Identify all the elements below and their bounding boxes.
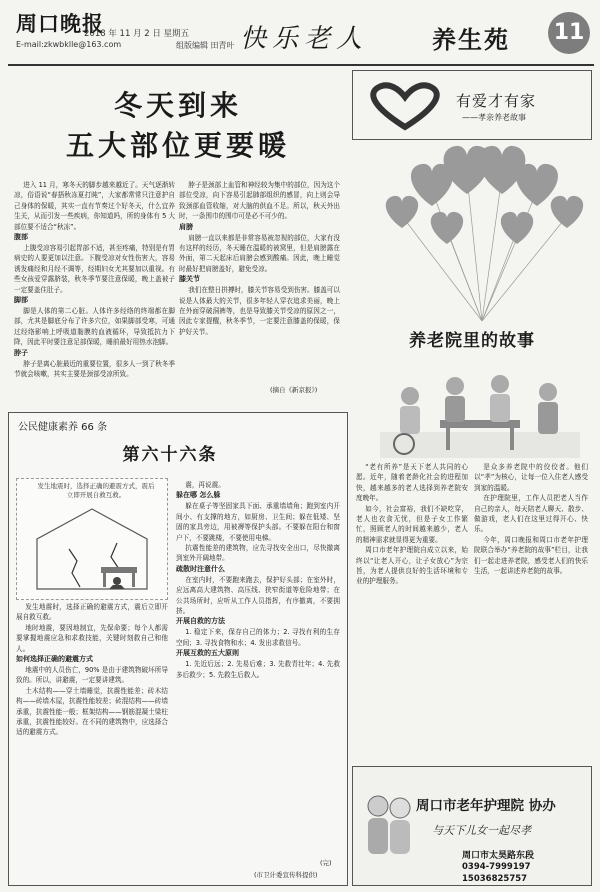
subheading: 疏散时注意什么 xyxy=(176,564,225,573)
subheading: 肩膀 xyxy=(179,222,193,231)
ad-address: 周口市太昊路东段 xyxy=(462,851,535,861)
paragraph: 是众多养老院中的佼佼者。他们以“孝”为核心，让每一位入住老人感受到家的温暖。 xyxy=(474,463,588,492)
health-column-left xyxy=(16,602,168,862)
heart-icon xyxy=(363,81,447,131)
story-column-left xyxy=(356,462,468,762)
paragraph: 震，再说震。 xyxy=(185,481,225,489)
end-mark: (完) xyxy=(320,859,332,867)
paragraph: 上腹受凉容易引起胃部不适，甚至疼痛，特别是有胃病史的人要更加以注意。下腹受凉对女性伤害大，容易诱发痛经和月经不调等，经期妇女尤其要加以重视。有些女孩爱穿露脐装，秋冬季节要注意保暖，晚上盖被子一定要盖住肚子。 xyxy=(14,244,175,294)
email-address: E-mail:zkwbklle@163.com xyxy=(16,40,122,49)
paragraph: 1. 稳定下来，保存自己的体力；2. 寻找有利的生存空间；3. 寻找食物和水；4. 发出求救信号。 xyxy=(176,628,340,647)
paragraph: 抗震性能差的建筑物，应先寻找安全出口，尽快撤离到室外开阔地带。 xyxy=(176,544,340,563)
paragraph: 我们在整日拼搏时，膝关节容易受到伤害。膝盖可以说是人体最大的关节，很多年轻人穿衣追求美丽，晚上在外面穿破洞裤等，也是导致膝关节受凉的原因之一，因此专家提醒，秋冬季节，一定要注意膝盖的保暖，保护好关节。 xyxy=(179,286,340,336)
headline xyxy=(8,70,348,172)
newspaper-name: 周口晚报 xyxy=(16,11,104,36)
paragraph: 脖子是颈部上血管和神经较为集中的部位，因为这个部位受凉，向下容易引起肺部组织的感冒，向上则会导致颈部血管收缩，对大脑的供血不足。所以，秋天外出时，一条围巾的围巾可是必不可少的。 xyxy=(179,181,340,221)
section-name: 养生苑 xyxy=(432,25,510,54)
subheading: 脖子 xyxy=(14,348,28,357)
paragraph: 肩膀一直以来都是非常容易被忽视的部位，大家有没有这样的经历，冬天睡在温暖的被窝里，但是肩膀露在外面，第二天起床后肩膀会感到酸痛。因此，晚上睡觉时最好把肩膀盖好，避免受凉。 xyxy=(179,233,340,273)
article-source: (摘自《新京报》) xyxy=(270,386,318,394)
column-title: 第六十六条 xyxy=(122,445,218,465)
paragraph: 在护理院里，工作人员把老人当作自己的亲人，每天陪老人聊天、散步、做游戏，老人们在这里过得开心、快乐。 xyxy=(474,494,588,534)
headline-line-2: 五大部位更要暖 xyxy=(65,129,290,162)
paragraph: 地时地震，要因地制宜，先保命要；每个人都需要掌握地震应急和求救技能，关键时刻救自己和他人。 xyxy=(16,623,168,653)
paragraph: 地震中的人员伤亡，90% 是由于建筑物破坏所导致的。所以，讲避震，一定要讲建筑。 xyxy=(16,666,168,685)
paragraph: 进入 11 月，寒冬天的脚步越来越近了。天气逐渐转凉，俗语说“春捂秋冻夏打盹”，大家都常常只注意护自己身体的保暖，其实一直有节奏过个好冬天，什么宜养生关，从而引发一些疾病，你知道吗，所的身体有 5 大部位要不适合“秋冻”。 xyxy=(14,181,175,231)
feature-subtitle: ——孝亲养老故事 xyxy=(462,113,526,122)
heart-balloons-illustration xyxy=(372,136,592,326)
paragraph: 如今，社会富裕，我们不缺吃穿，老人也衣食无忧，但是子女工作繁忙，照顾老人的时间越来越少，老人的精神需求就显得更为重要。 xyxy=(356,504,468,544)
illustration-caption: 发生地震时，选择正确的避震方式，震后立即开展自救互救。 xyxy=(37,482,155,499)
dateline: 2018 年 11 月 2 日 星期五 xyxy=(84,29,190,39)
subheading: 如何选择正确的避震方式 xyxy=(16,655,93,664)
page-brand: 快乐老人 xyxy=(240,24,369,54)
paragraph: 土木结构——穿土墙睡觉，抗震性能差；砖木结构——砖墙木屋，抗震性能较差；砖混结构——砖墙承重，抗震性能一般；框架结构——钢筋混凝土梁柱承重，抗震性能较好。在不同的建筑物中，应选择合适的避震方式。 xyxy=(16,686,168,737)
subheading: 脚部 xyxy=(14,296,28,305)
paragraph: 1. 先近后远；2. 先易后难；3. 先救青壮年；4. 先救多后救少；5. 先救生后救人。 xyxy=(176,660,340,679)
editor-credit: 组版编辑 田青叶 xyxy=(176,41,235,50)
story-column-right xyxy=(474,462,588,762)
paragraph: “老有所养”是天下老人共同的心愿。近年，随着老龄化社会的进程加快，越来越多的老人选择到养老院安度晚年。 xyxy=(356,463,468,503)
headline-line-1: 冬天到来 xyxy=(113,89,242,122)
paragraph: 躲在桌子等坚固家具下面、承重墙墙角；跑到室内开间小、有支撑的地方，如厨房、卫生间；躲在低矮、坚固的家具旁边，用被褥等保护头部。不要躲在阳台和窗户下，不要跳楼，不要使用电梯。 xyxy=(176,502,340,542)
feature-title: 有爱才有家 xyxy=(456,92,537,110)
subheading: 腹部 xyxy=(14,233,28,242)
health-column-right xyxy=(176,480,340,856)
ad-sponsor-name: 周口市老年护理院 协办 xyxy=(416,798,556,814)
elderly-couple-icon xyxy=(362,786,414,876)
paragraph: 发生地震时，选择正确的避震方式，震后立即开展自救互救。 xyxy=(16,603,168,622)
paragraph: 脖子是离心脏最近的重要位置，很多人一到了秋冬季节就会咳嗽，其实主要是颈部受凉所致。 xyxy=(14,359,175,379)
masthead xyxy=(0,0,600,66)
subheading: 开展自救的方法 xyxy=(176,617,225,626)
subheading: 开展互救的五大原则 xyxy=(176,649,239,658)
ad-slogan: 与天下儿女一起尽孝 xyxy=(432,824,531,837)
health-column-credit: (市卫计委宣传科提供) xyxy=(254,871,318,879)
masthead-rule xyxy=(8,64,594,66)
story-title: 养老院里的故事 xyxy=(409,331,535,351)
article-column-right xyxy=(179,180,340,406)
paragraph: 今年，周口晚报和周口市老年护理院联合举办“养老院的故事”栏目，让我们一起走进养老院，感受老人们的快乐生活，一起讲述养老院的故事。 xyxy=(474,535,588,576)
page-number-badge: 11 xyxy=(548,12,590,54)
column-tag: 公民健康素养 66 条 xyxy=(18,422,108,433)
article-column-left xyxy=(14,180,175,406)
paragraph: 在室内时，不要跑来跑去，保护好头部；在室外时，应远离高大建筑物、高压线、狭窄街道等危险地带；在公共场所时，应听从工作人员指挥，有序撤离，不要拥挤。 xyxy=(176,575,340,616)
paragraph: 脚是人体的第二心脏。人体许多经络的终端都在脚部，尤其是脚底分布了许多穴位，如果脚部受寒，可通过经络影响上呼吸道黏膜的血液循环，导致抵抗力下降，因此平时要注意足部保暖，睡前最好用热水泡脚。 xyxy=(14,307,175,347)
paragraph: 周口市老年护理院自成立以来，始终以“让老人开心，让子女放心”为宗旨，为老人提供良好的生活环境和专业的护理服务。 xyxy=(356,546,468,586)
subheading: 躲在哪 怎么躲 xyxy=(176,491,221,500)
ad-phone-1: 0394-7999197 xyxy=(462,862,531,872)
ad-phone-2: 15036825757 xyxy=(462,874,528,884)
nursing-home-scene-illustration xyxy=(380,362,580,458)
subheading: 膝关节 xyxy=(179,275,200,284)
